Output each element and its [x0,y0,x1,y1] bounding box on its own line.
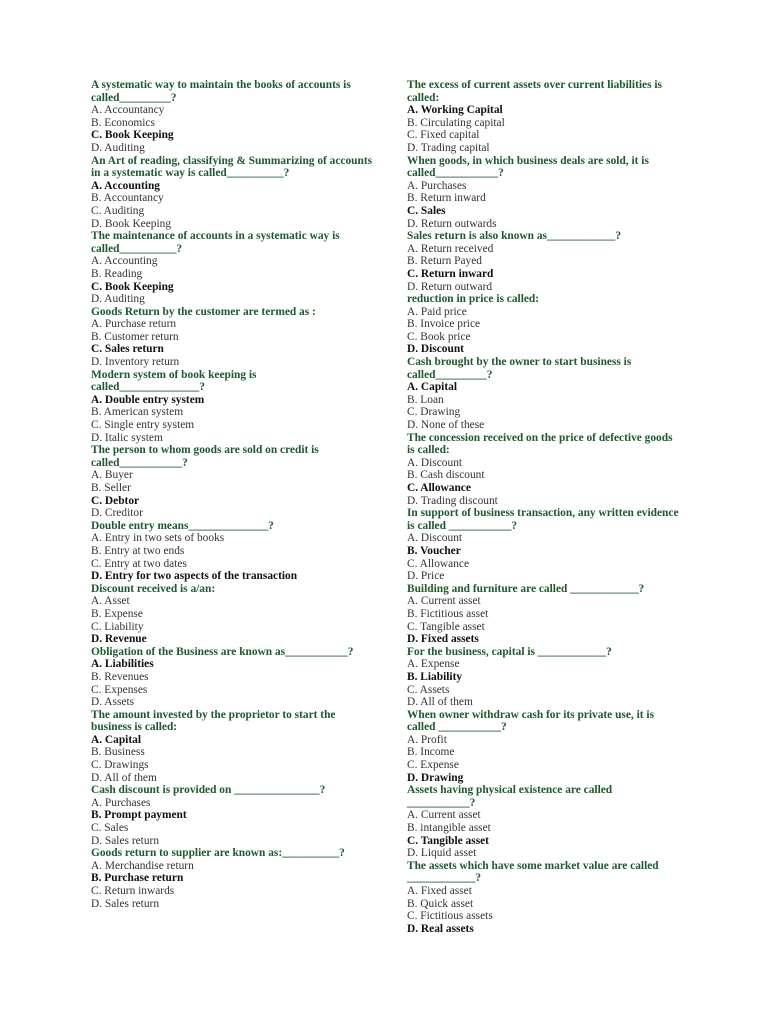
answer-option: C. Allowance [407,557,470,570]
question-text: The person to whom goods are sold on credit is called___________? [91,444,319,469]
answer-option: C. Expenses [91,683,148,696]
answer-option: A. Purchases [407,179,467,192]
answer-option: A. Entry in two sets of books [91,532,225,545]
answer-option: D. Auditing [91,141,145,154]
answer-option: D. Assets [91,696,135,709]
question-text: In support of business transaction, any written evidence is called ___________? [407,507,679,532]
question-block [91,847,373,910]
question-text: Double entry means______________? [91,519,274,532]
question-block [91,369,373,445]
answer-option: B. Quick asset [407,897,474,910]
answer-option: A. Paid price [407,305,467,318]
correct-answer-option: D. Drawing [407,771,464,784]
question-block [407,293,682,356]
answer-option: D. Sales return [91,897,160,910]
answer-option: C. Liability [91,620,144,633]
answer-option: B. Economics [91,116,155,129]
correct-answer-option: C. Return inward [407,267,494,280]
correct-answer-option: C. Book Keeping [91,129,174,142]
answer-option: A. Accounting [91,255,158,268]
answer-option: B. Seller [91,482,131,494]
answer-option: A. Purchase return [91,318,177,331]
question-text: Goods return to supplier are known as:__________? [91,847,345,860]
correct-answer-option: D. Discount [407,343,464,356]
question-text: The amount invested by the proprietor to start the business is called: [91,708,336,734]
answer-option: A. Current asset [407,595,481,608]
answer-option: A. Asset [91,595,130,608]
answer-option: D. All of them [407,696,473,709]
question-block [407,432,682,508]
answer-option: A. Discount [407,456,463,469]
answer-option: D. Italic system [91,431,163,444]
question-block [91,230,373,306]
answer-option: C. Single entry system [91,419,195,432]
answer-option: D. Auditing [91,293,145,306]
answer-option: C. Entry at two dates [91,557,187,570]
answer-option: B. Return inward [407,192,486,205]
answer-option: B. Fictitious asset [407,607,489,620]
question-text: An Art of reading, classifying & Summarizing of accounts in a systematic way is called__________? [91,154,373,180]
answer-option: C. Assets [407,683,450,696]
correct-answer-option: A. Working Capital [407,104,503,117]
question-block [91,583,373,646]
question-text: Cash discount is provided on _______________? [91,784,326,797]
correct-answer-option: A. Capital [407,381,457,394]
answer-option: B. American system [91,406,184,419]
question-text: reduction in price is called: [407,293,540,306]
question-block [407,79,682,155]
answer-option: B. Invoice price [407,318,481,331]
question-text: When goods, in which business deals are sold, it is called___________? [407,154,649,180]
answer-option: A. Buyer [91,469,133,482]
answer-option: C. Expense [407,759,459,772]
answer-option: B. Loan [407,393,444,406]
question-text: Obligation of the Business are known as___________? [91,645,354,658]
question-block [91,709,373,785]
question-text: A systematic way to maintain the books of accounts is called_________? [91,79,351,104]
correct-answer-option: D. Entry for two aspects of the transaction [91,570,298,583]
question-text: Cash brought by the owner to start business is called_________? [407,356,632,381]
answer-option: C. Fixed capital [407,129,480,142]
question-text: Assets having physical existence are called ___________? [407,784,613,809]
question-block [407,356,682,432]
correct-answer-option: A. Liabilities [91,658,154,671]
question-block [407,860,682,936]
correct-answer-option: D. Fixed assets [407,633,479,646]
answer-option: B. Cash discount [407,469,485,482]
question-block [407,507,682,583]
correct-answer-option: B. Voucher [407,544,461,557]
question-text: When owner withdraw cash for its private use, it is called ___________? [407,708,655,734]
question-text: Building and furniture are called ____________? [407,582,645,595]
answer-option: B. Accountancy [91,192,164,205]
answer-option: D. Trading discount [407,494,498,507]
correct-answer-option: B. Liability [407,670,463,683]
correct-answer-option: A. Accounting [91,179,160,192]
correct-answer-option: C. Book Keeping [91,280,174,293]
answer-option: B. Return Payed [407,255,482,268]
question-block [91,155,373,231]
question-text: The concession received on the price of defective goods is called: [407,431,673,457]
correct-answer-option: C. Tangible asset [407,834,489,847]
question-block [407,784,682,860]
correct-answer-option: A. Double entry system [91,393,205,406]
question-block [91,520,373,583]
question-text: Sales return is also known as____________? [407,230,622,243]
answer-option: D. All of them [91,771,157,784]
question-text: The maintenance of accounts in a systematic way is called__________? [91,230,340,255]
left-column [91,79,373,910]
answer-option: B. intangible asset [407,822,491,835]
correct-answer-option: A. Capital [91,733,141,746]
question-text: Goods Return by the customer are termed as : [91,305,316,318]
answer-option: B. Circulating capital [407,116,505,129]
answer-option: A. Fixed asset [407,885,472,897]
correct-answer-option: D. Real assets [407,922,474,935]
answer-option: C. Tangible asset [407,620,485,633]
answer-option: B. Reading [91,267,143,280]
question-block [91,646,373,709]
question-block [407,230,682,293]
answer-option: B. Entry at two ends [91,544,185,557]
question-text: For the business, capital is ____________? [407,645,612,658]
correct-answer-option: D. Revenue [91,633,147,646]
answer-option: D. Sales return [91,834,160,847]
answer-option: A. Merchandise return [91,859,194,872]
answer-option: A. Current asset [407,809,481,822]
answer-option: D. None of these [407,419,485,432]
question-block [91,784,373,847]
question-block [407,646,682,709]
question-block [407,583,682,646]
correct-answer-option: B. Prompt payment [91,809,187,822]
answer-option: C. Drawings [91,759,149,772]
answer-option: D. Return outward [407,280,493,293]
answer-option: C. Fictitious assets [407,910,493,923]
answer-option: C. Auditing [91,204,145,217]
answer-option: C. Book price [407,330,471,343]
answer-option: A. Accountancy [91,104,165,117]
answer-option: B. Revenues [91,670,149,683]
answer-option: D. Price [407,570,445,583]
correct-answer-option: C. Sales [407,204,446,217]
answer-option: C. Return inwards [91,885,175,897]
answer-option: D. Book Keeping [91,217,172,230]
question-text: Modern system of book keeping is called______________? [91,368,257,394]
answer-option: B. Expense [91,607,143,620]
answer-option: D. Liquid asset [407,847,477,860]
answer-option: A. Purchases [91,796,151,809]
answer-option: A. Expense [407,658,460,671]
answer-option: A. Discount [407,532,463,545]
answer-option: D. Inventory return [91,356,180,369]
answer-option: C. Drawing [407,406,461,419]
question-text: Discount received is a/an: [91,582,216,595]
answer-option: B. Business [91,746,145,759]
question-block [91,444,373,520]
question-block [91,79,373,155]
answer-option: D. Trading capital [407,141,490,154]
question-block [407,155,682,231]
question-text: The excess of current assets over current liabilities is called: [407,79,662,104]
answer-option: A. Return received [407,242,494,255]
right-column [407,79,682,935]
correct-answer-option: C. Allowance [407,482,471,494]
answer-option: B. Customer return [91,330,179,343]
question-text: The assets which have some market value are called ____________? [407,859,659,885]
correct-answer-option: C. Sales return [91,343,164,356]
question-block [91,306,373,369]
correct-answer-option: B. Purchase return [91,872,184,885]
answer-option: D. Return outwards [407,217,497,230]
answer-option: A. Profit [407,733,447,746]
correct-answer-option: C. Debtor [91,494,140,507]
answer-option: D. Creditor [91,507,143,520]
answer-option: C. Sales [91,822,129,835]
answer-option: B. Income [407,746,455,759]
question-block [407,709,682,785]
